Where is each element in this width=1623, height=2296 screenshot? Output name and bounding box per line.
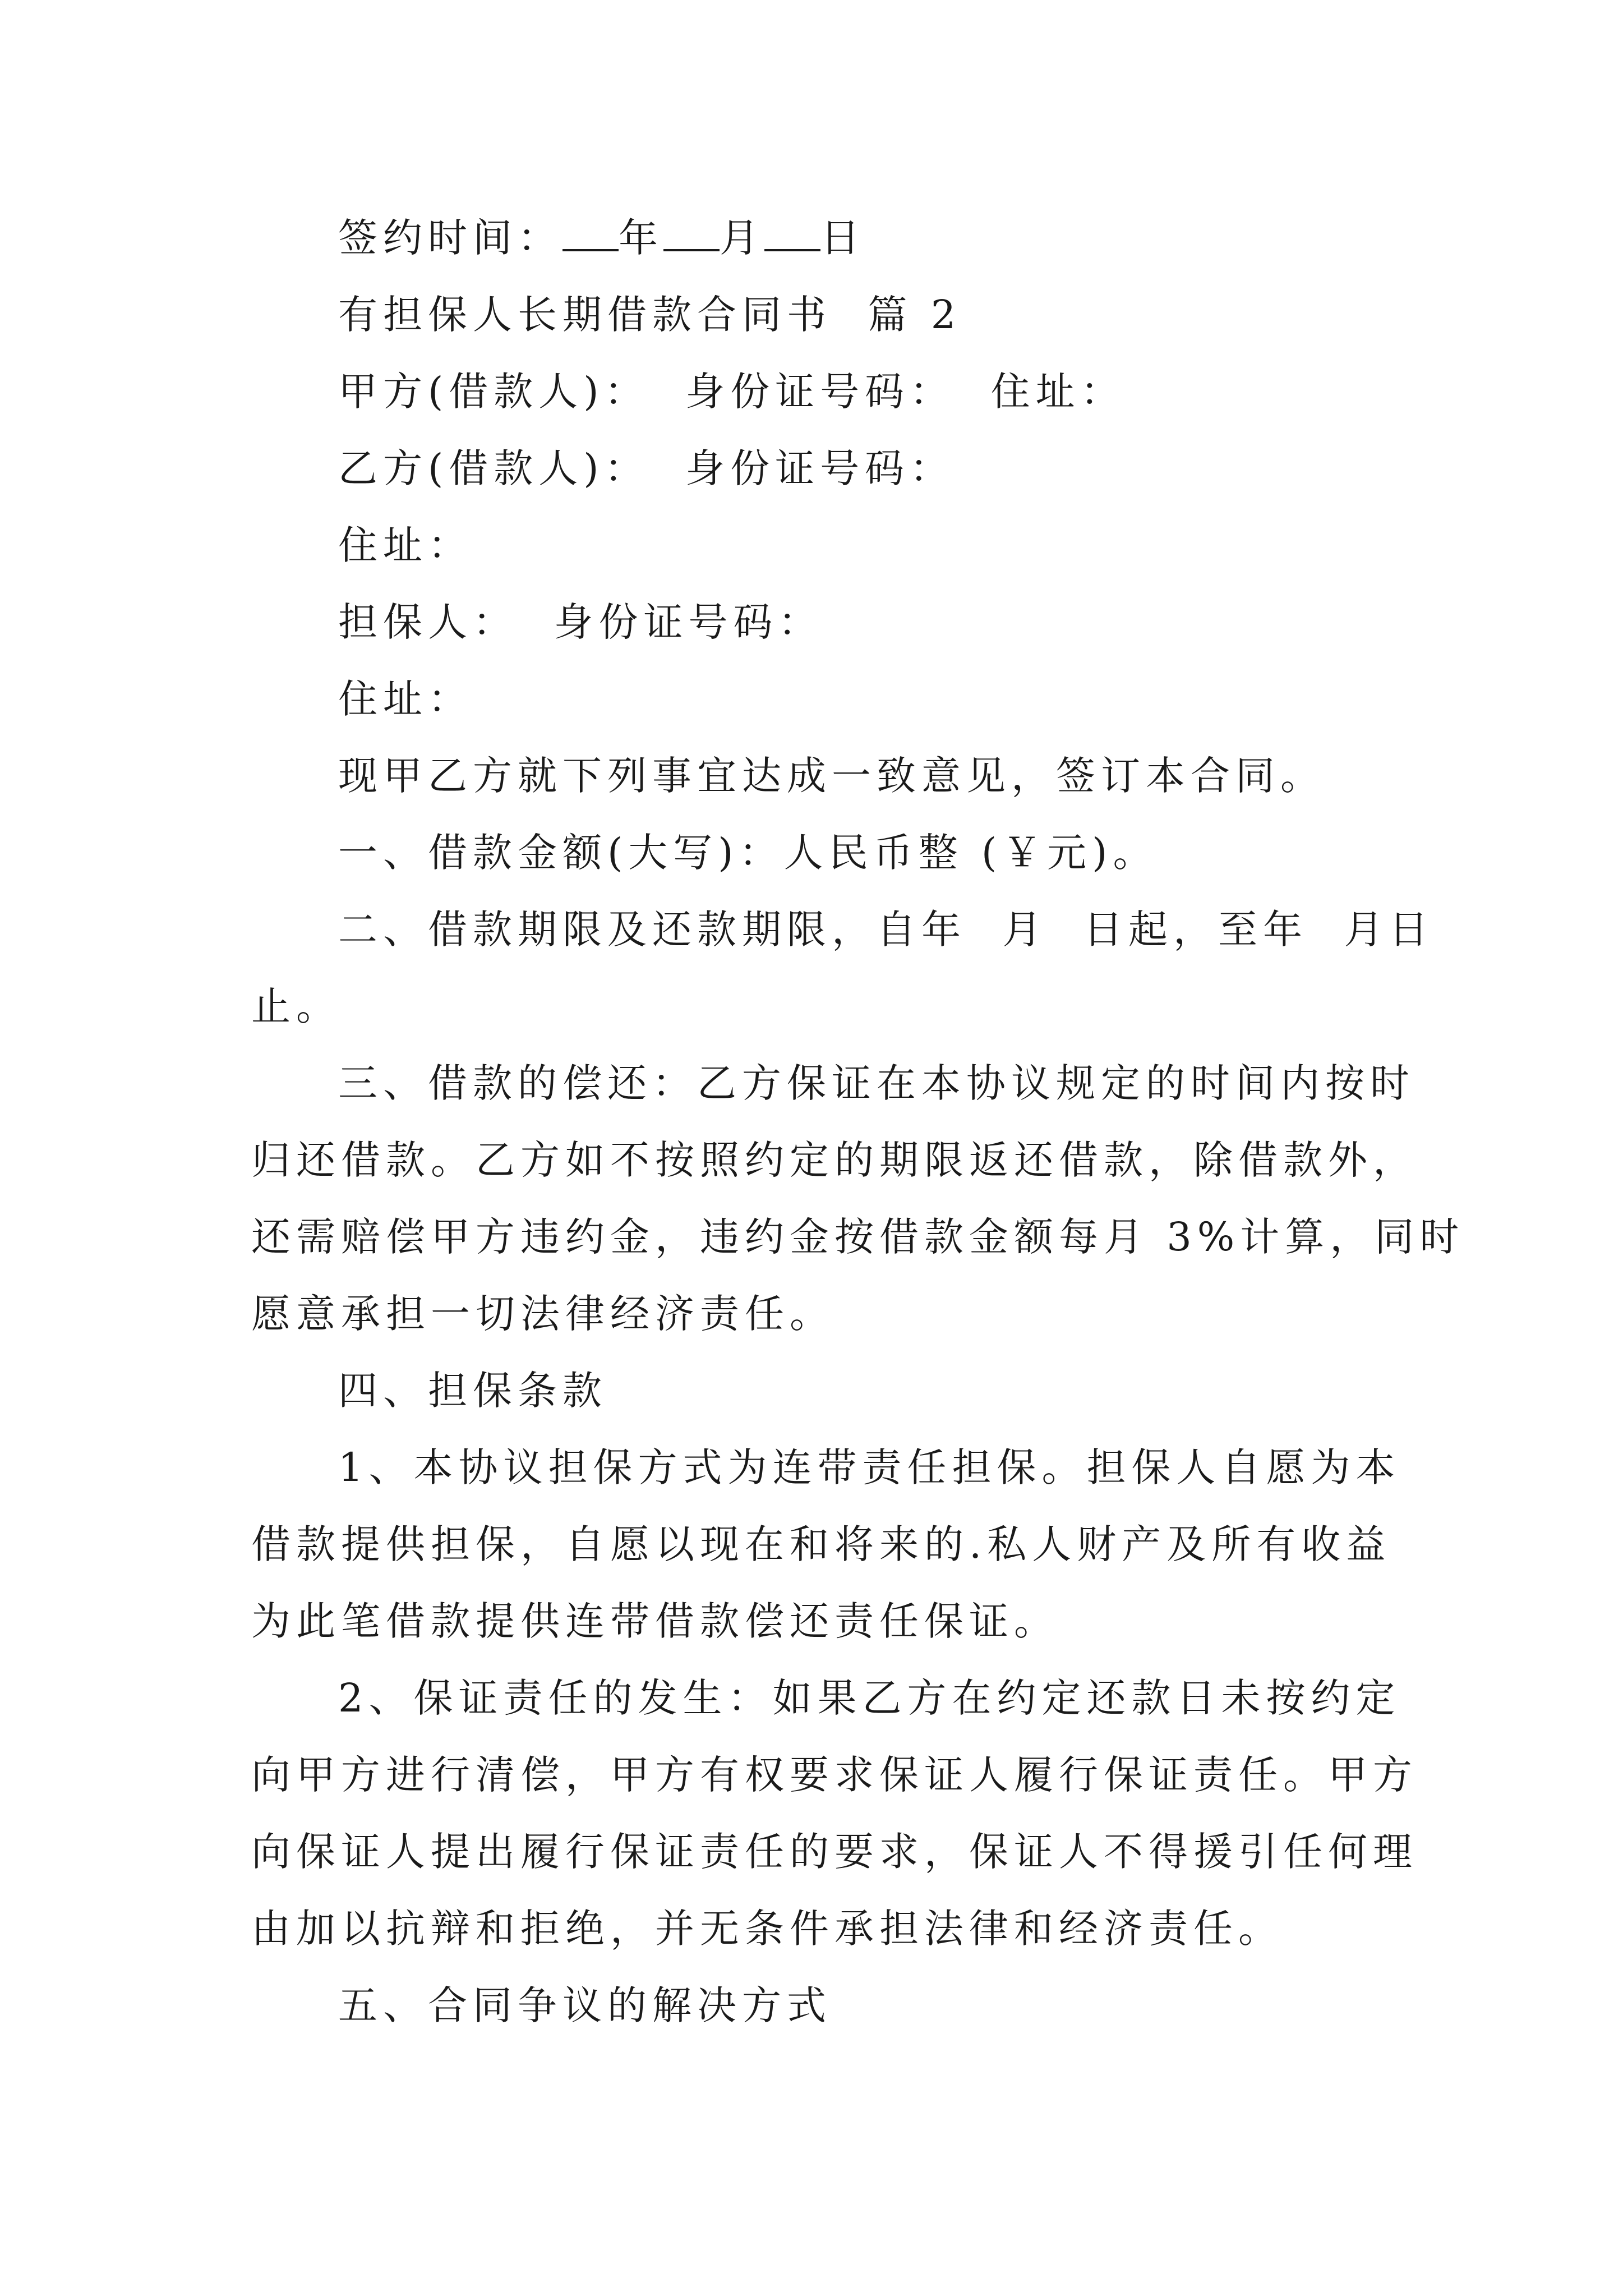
clause-2-row: 二、借款期限及还款期限，自年 月 日起，至年 月日: [338, 907, 1434, 953]
clause-4-1-row: 借款提供担保，自愿以现在和将来的.私人财产及所有收益: [251, 1521, 1391, 1567]
month-label: 月: [720, 215, 764, 261]
clause-4-1-row: 1、本协议担保方式为连带责任担保。担保人自愿为本: [338, 1444, 1401, 1490]
year-blank: [562, 220, 619, 251]
clause-5-title: 五、合同争议的解决方式: [338, 1982, 832, 2028]
clause-4-2-row: 由加以抗辩和拒绝，并无条件承担法律和经济责任。: [251, 1906, 1283, 1952]
clause-1-loan-amount: 一、借款金额(大写)：人民币整 (￥元)。: [338, 830, 1158, 876]
party-a-line: 甲方(借款人)： 身份证号码： 住址：: [338, 369, 1126, 415]
signing-date-line: [251, 200, 1384, 277]
guarantor-address-line: 住址：: [338, 676, 473, 722]
guarantor-line: 担保人： 身份证号码：: [338, 599, 823, 645]
clause-2-loan-term: [251, 891, 1434, 1045]
clause-4-2-guarantee-liability: [251, 1660, 1418, 1967]
clause-3-row: 还需赔偿甲方违约金，违约金按借款金额每月 3%计算，同时: [251, 1214, 1465, 1260]
clause-2-row: 止。: [251, 983, 341, 1029]
day-label: 日: [820, 215, 865, 261]
document-body: [251, 200, 1465, 2044]
clause-3-repayment: [251, 1045, 1465, 1352]
day-blank: [764, 220, 820, 251]
clause-4-2-row: 2、保证责任的发生：如果乙方在约定还款日未按约定: [338, 1675, 1401, 1721]
party-b-line: 乙方(借款人)： 身份证号码：: [338, 445, 955, 491]
month-blank: [663, 220, 720, 251]
signing-date-label: 签约时间：: [338, 215, 562, 261]
clause-3-row: 归还借款。乙方如不按照约定的期限返还借款，除借款外，: [251, 1137, 1418, 1183]
clause-4-1-guarantee-method: [251, 1429, 1401, 1660]
clause-4-2-row: 向保证人提出履行保证责任的要求，保证人不得援引任何理: [251, 1829, 1418, 1875]
clause-4-1-row: 为此笔借款提供连带借款偿还责任保证。: [251, 1598, 1059, 1644]
year-label: 年: [619, 215, 663, 261]
clause-4-title: 四、担保条款: [338, 1368, 607, 1414]
party-b-address-line: 住址：: [338, 522, 473, 568]
intro-paragraph: 现甲乙方就下列事宜达成一致意见，签订本合同。: [338, 753, 1325, 799]
clause-4-2-row: 向甲方进行清偿，甲方有权要求保证人履行保证责任。甲方: [251, 1752, 1418, 1798]
clause-3-row: 愿意承担一切法律经济责任。: [251, 1291, 834, 1337]
clause-3-row: 三、借款的偿还：乙方保证在本协议规定的时间内按时: [338, 1060, 1415, 1106]
section-title: 有担保人长期借款合同书 篇 2: [338, 292, 962, 338]
